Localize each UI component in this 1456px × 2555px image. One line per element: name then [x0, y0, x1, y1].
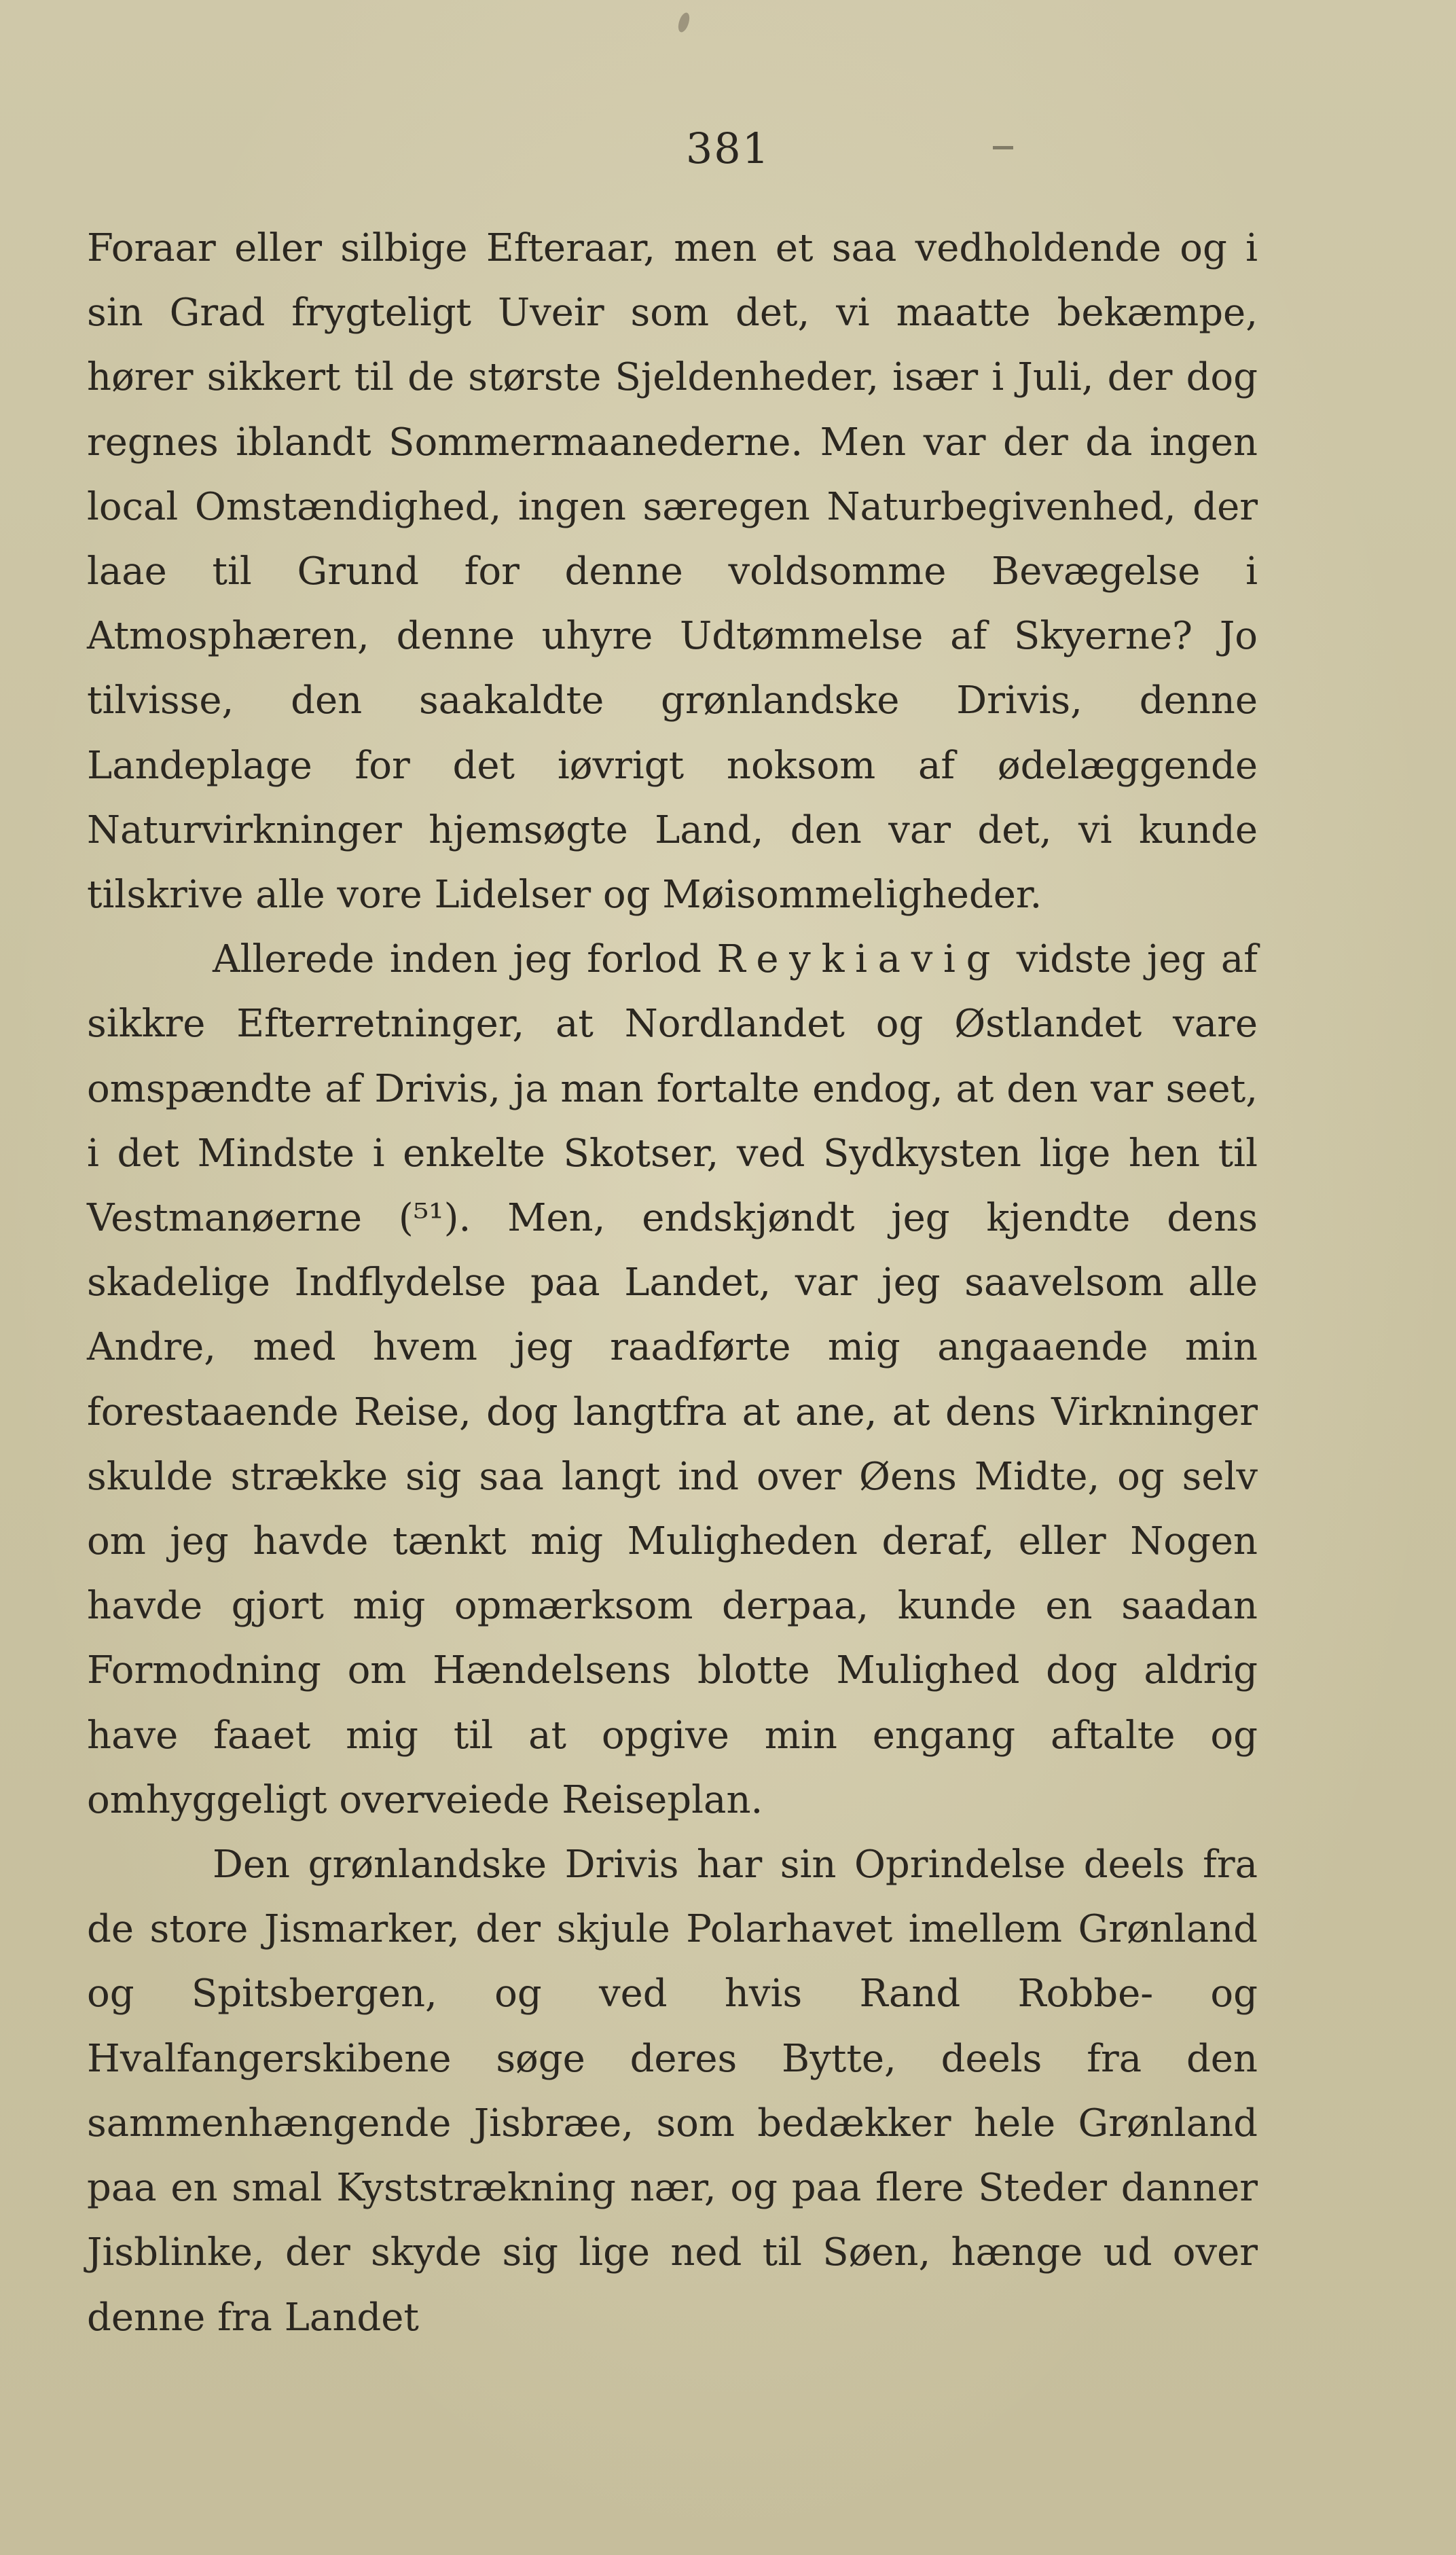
- paragraph-3-text: Den grønlandske Drivis har sin Oprindelse deels fra de store Jismarker, der skjule Polarhavet imellem Grønland og Spitsbergen, og ved hvis Rand Robbe- og Hvalfangerskibene søge deres Bytte, deels fra den sammenhængende Jisbræe, som bedækker hele Grønland paa en smal Kyststrækning nær, og paa flere Steder danner Jisblinke, der skyde sig lige ned til Søen, hænge ud over denne fra Landet: [87, 1843, 1258, 2340]
- paragraph-2-text-start: Allerede inden jeg forlod: [213, 937, 717, 982]
- place-name-reykiavig: Reykiavig: [716, 937, 1002, 982]
- paragraph-3: [87, 1832, 1258, 2350]
- page-number: 381: [685, 124, 771, 173]
- ink-smudge: [676, 12, 692, 34]
- paragraph-1-text: Foraar eller silbige Efteraar, men et saa vedholdende og i sin Grad frygteligt Uveir som det, vi maatte bekæmpe, hører sikkert til de største Sjeldenheder, især i Juli, der dog regnes iblandt Sommermaanederne. Men var der da ingen local Omstændighed, ingen særegen Naturbegivenhed, der laae til Grund for denne voldsomme Bevægelse i Atmosphæren, denne uhyre Udtømmelse af Skyerne? Jo tilvisse, den saakaldte grønlandske Drivis, denne Landeplage for det iøvrigt noksom af ødelæggende Naturvirkninger hjemsøgte Land, den var det, vi kunde tilskrive alle vore Lidelser og Møisommeligheder.: [87, 226, 1258, 918]
- paragraph-2-text-end: vidste jeg af sikkre Efterretninger, at Nordlandet og Østlandet vare omspændte af Drivis, ja man fortalte endog, at den var seet, i det Mindste i enkelte Skotser, ved Sydkysten lige hen til Vestmanøerne (⁵¹). Men, endskjøndt jeg kjendte dens skadelige Indflydelse paa Landet, var jeg saavelsom alle Andre, med hvem jeg raadførte mig angaaende min forestaaende Reise, dog langtfra at ane, at dens Virkninger skulde strække sig saa langt ind over Øens Midte, og selv om jeg havde tænkt mig Muligheden deraf, eller Nogen havde gjort mig opmærksom derpaa, kunde en saadan Formodning om Hændelsens blotte Mulighed dog aldrig have faaet mig til at opgive min engang aftalte og omhyggeligt overveiede Reiseplan.: [87, 937, 1258, 1822]
- body-text: [87, 216, 1258, 2350]
- paragraph-1: [87, 216, 1258, 927]
- paragraph-2: [87, 927, 1258, 1832]
